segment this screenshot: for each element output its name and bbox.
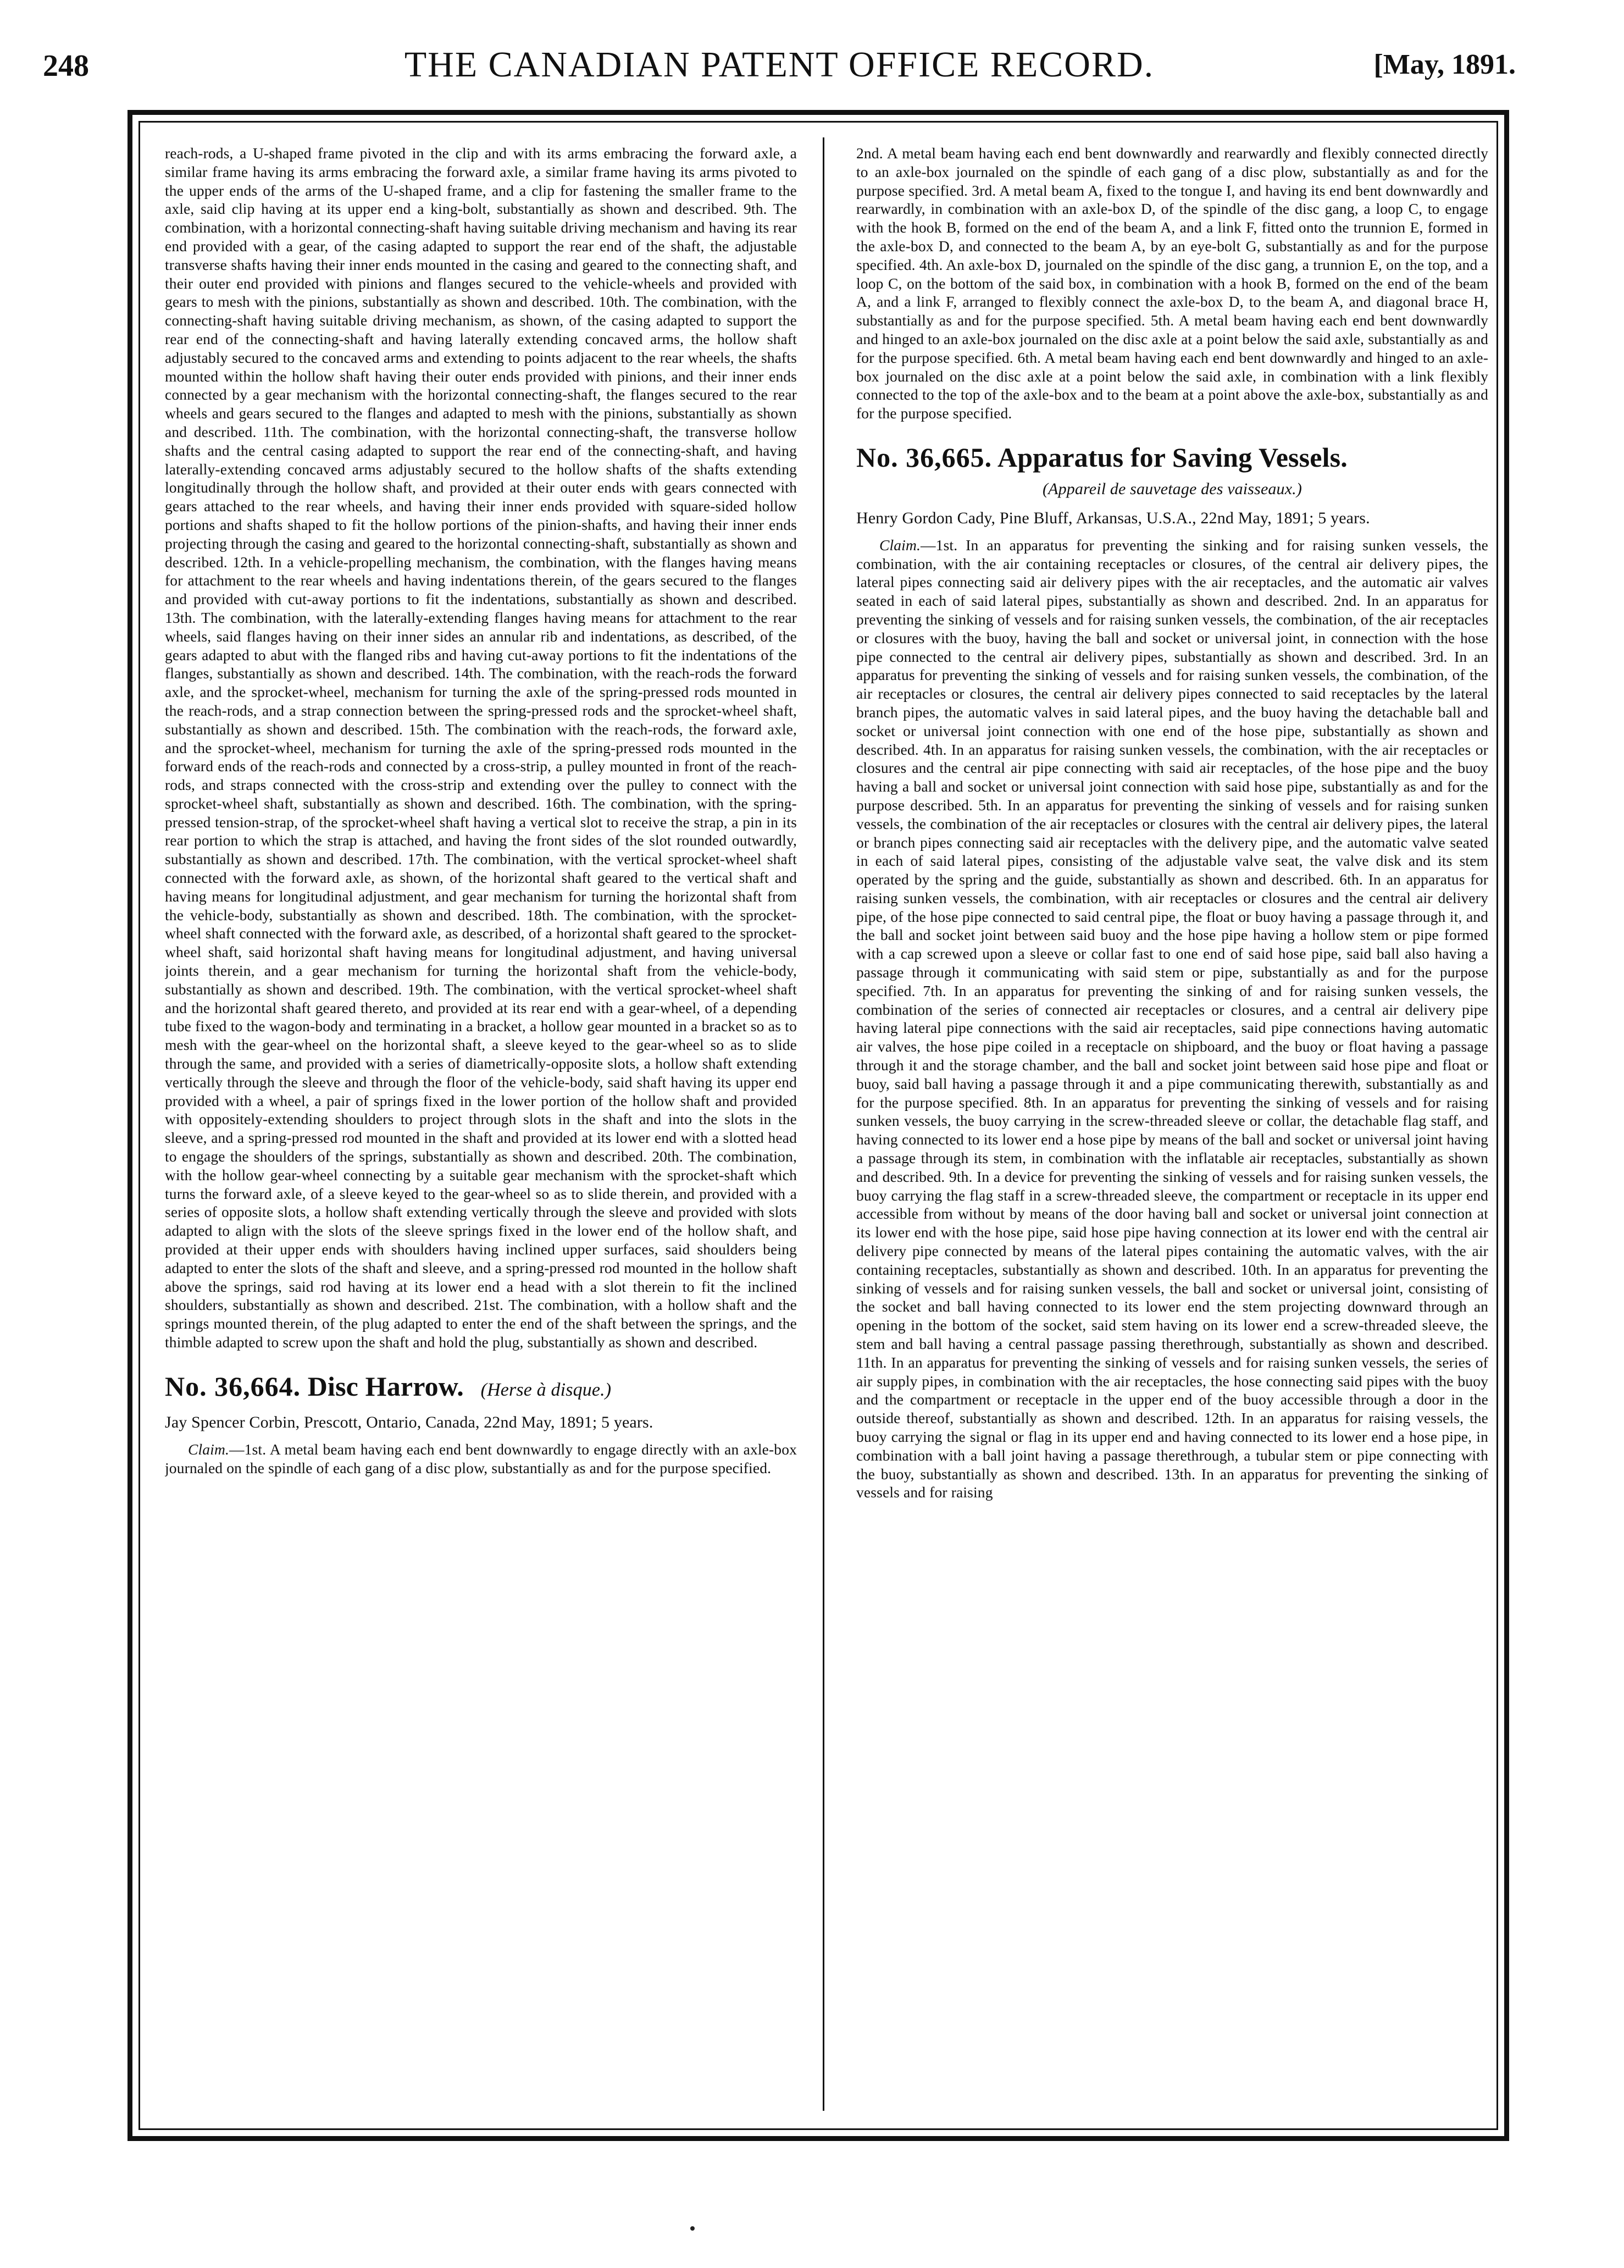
patent-claim [165,1440,797,1478]
patent-heading-36665 [856,441,1488,473]
patent-claim [856,536,1488,1502]
right-continuation-text: 2nd. A metal beam having each end bent downwardly and rearwardly and flexibly connected directly to an axle-box journaled on the spindle of each gang of a disc plow, substantially as and for the purpose specified. 3rd. A metal beam A, fixed to the tongue I, and having its end bent downwardly and rearwardly, in combination with an axle-box D, of the spindle of the disc gang, a loop C, to engage with the hook B, formed on the end of the beam A, and a link F, fitted onto the trunnion E, formed in the axle-box D, and connected to the beam A, by an eye-bolt G, substantially as and for the purpose specified. 4th. An axle-box D, journaled on the spindle of the disc gang, a trunnion E, on the top, and a loop C, on the bottom of the said box, in combination with a hook B, formed on the end of the beam A, and a link F, arranged to flexibly connect the axle-box D, to the beam A, and diagonal brace H, substantially as and for the purpose specified. 5th. A metal beam having each end bent downwardly and hinged to an axle-box journaled on the disc axle at a point below the said axle, substantially as and for the purpose specified. 6th. A metal beam having each end bent downwardly and hinged to an axle-box journaled on the disc axle at a point below the said axle, in combination with a link flexibly connected to the top of the axle-box and to the beam at a point above the axle-box, substantially as and for the purpose specified. [856,145,1488,422]
left-column [165,144,797,2109]
publication-title: THE CANADIAN PATENT OFFICE RECORD. [404,45,1155,85]
claim-label: Claim. [188,1440,230,1458]
patent-title-french: (Appareil de sauvetage des vaisseaux.) [1043,479,1302,498]
running-head [43,38,1516,88]
patent-grantee: Henry Gordon Cady, Pine Bluff, Arkansas, U.S.A., 22nd May, 1891; 5 years. [856,508,1370,527]
claim-text: —1st. A metal beam having each end bent downwardly to engage directly with an axle-box journaled on the spindle of each gang of a disc plow, substantially as and for the purpose specified. [165,1440,797,1476]
patent-heading-36664 [165,1370,797,1406]
claim-label: Claim. [879,536,921,554]
patent-title: Disc Harrow. [307,1370,464,1402]
patent-grantee: Jay Spencer Corbin, Prescott, Ontario, Canada, 22nd May, 1891; 5 years. [165,1413,653,1431]
claim-text: —1st. In an apparatus for preventing the sinking and for raising sunken vessels, the combination, with the air containing receptacles or closures, of the central air delivery pipes, the lateral pipes connecting said air delivery pipes with the air receptacles, and the automatic air valves seated in each of said lateral pipes, substantially as shown and described. 2nd. In an apparatus for preventing the sinking of vessels and for raising sunken vessels, the combination, of the air receptacles or closures with the buoy, having the ball and socket or universal joint, in connection with the hose pipe connected to the central air delivery pipes, substantially as shown and described. 3rd. In an apparatus for preventing the sinking of vessels and for raising sunken vessels, the combination, of the air receptacles or closures, the central air delivery pipes connected to said receptacles by the lateral branch pipes, the automatic valves in said lateral pipes, and the buoy having the detachable ball and socket or universal joint connection with one end of the hose pipe, substantially as shown and described. 4th. In an apparatus for raising sunken vessels, the combination, with the air receptacles or closures and the central air pipe connecting with said air receptacles, of the hose pipe and the buoy having a ball and socket or universal joint connection with said hose pipe, substantially as and for the purpose described. 5th. In an apparatus for preventing the sinking of vessels and for raising sunken vessels, the combination of the air receptacles or closures with the central air delivery pipes, the lateral or branch pipes connecting said air receptacles with the delivery pipe, and the automatic valve seated in each of said lateral pipes, consisting of the adjustable valve seat, the valve disk and its stem operated by the spring and the guide, substantially as shown and described. 6th. In an apparatus for raising sunken vessels, the combination, with air receptacles or closures and the central air delivery pipe, of the hose pipe connected to said central pipe, the float or buoy having a passage through it, and the ball and socket joint between said buoy and the hose pipe having a hollow stem or pipe formed with a cap screwed upon a sleeve or collar fast to one end of said hose pipe, said ball also having a passage through it communicating with said stem or pipe, substantially as and for the purpose specified. 7th. In an apparatus for preventing the sinking of and for raising sunken vessels, the combination of the series of connected air receptacles or closures, and a central air delivery pipe having lateral pipe connections with the said air receptacles, said pipe connections having automatic air valves, the hose pipe coiled in a receptacle on shipboard, and the buoy or float having a passage through it and the storage chamber, and the ball and socket joint between said hose pipe and float or buoy, said ball having a passage through it and a pipe communicating therewith, substantially as and for the purpose specified. 8th. In an apparatus for preventing the sinking of vessels and for raising sunken vessels, the buoy carrying in the screw-threaded sleeve or collar, the detachable flag staff, and having connected to its lower end a hose pipe by means of the ball and socket or universal joint having a passage through its stem, in combination with the inflatable air receptacles, substantially as shown and described. 9th. In a device for preventing the sinking of vessels and for raising sunken vessels, the buoy carrying the flag staff in a screw-threaded sleeve, the compartment or receptacle in its upper end accessible from without by means of the door having ball and socket or universal joint connection at its lower end with the hose pipe, said hose pipe having connection at its lower end with the central air delivery pipe connected by means of the lateral pipes containing the automatic valves, with the air containing receptacles, substantially as shown and described. 10th. In an apparatus for preventing the sinking of vessels and for raising sunken vessels, the ball and socket or universal joint, consisting of the socket and ball having connected to its lower end the stem projecting downward through an opening in the bottom of the socket, said stem having on its lower end a screw-threaded sleeve, the stem and ball having a central passage passing therethrough, substantially as shown and described. 11th. In an apparatus for preventing the sinking of vessels and for raising sunken vessels, the series of air supply pipes, in combination with the air receptacles, the hose connecting said pipes with the buoy and the compartment or receptacle in the upper end of the buoy accessible through a door in the outside thereof, substantially as shown and described. 12th. In an apparatus for raising vessels, the buoy carrying the signal or flag in its upper end and having connected to its lower end a hose pipe, in combination with a ball joint having a passage therethrough, a tubular stem or pipe connecting with the buoy, substantially as shown and described. 13th. In an apparatus for preventing the sinking of vessels and for raising [856,536,1488,1501]
page-number: 248 [43,49,89,83]
patent-title-french: (Herse à disque.) [480,1379,612,1400]
print-speck [690,2226,695,2231]
issue-date: [May, 1891. [1373,49,1516,80]
column-divider [823,137,824,2111]
patent-number: No. 36,665. [856,441,993,473]
left-continuation-text: reach-rods, a U-shaped frame pivoted in the clip and with its arms embracing the forward axle, a similar frame having its arms embracing the forward axle, a similar frame having its arms pivoted to the upper ends of the arms of the U-shaped frame, and a clip for fastening the smaller frame to the axle, said clip having at its upper end a king-bolt, substantially as shown and described. 9th. The combination, with a horizontal connecting-shaft having suitable driving mechanism and having its rear end provided with a gear, of the casing adapted to support the rear end of the shaft, the adjustable transverse shafts having their inner ends mounted in the casing and geared to the connecting shaft, and their outer end provided with pinions and flanges secured to the vehicle-wheels and provided with gears to mesh with the pinions, substantially as shown and described. 10th. The combination, with the connecting-shaft having suitable driving mechanism, as shown, of the casing adapted to support the rear end of the connecting-shaft and having laterally extending concaved arms, the hollow shaft adjustably secured to the concaved arms and extending to points adjacent to the rear wheels, the shafts mounted within the hollow shaft having their outer ends provided with pinions, and their inner ends connected by a gear mechanism with the horizontal connecting-shaft, the flanges secured to the rear wheels and gears secured to the flanges and adapted to mesh with the pinions, substantially as shown and described. 11th. The combination, with the horizontal connecting-shaft, the transverse hollow shafts and the central casing adapted to support the rear end of the connecting-shaft, and having laterally-extending concaved arms adjustably secured to the hollow shafts of the shafts extending longitudinally through the hollow shaft, and provided at their outer ends with gears connected with gears attached to the rear wheels, and having their inner ends provided with square-sided hollow portions and shafts shaped to fit the hollow portions of the pinion-shafts, and having their inner ends projecting through the casing and geared to the horizontal connecting-shaft, substantially as shown and described. 12th. In a vehicle-propelling mechanism, the combination, with the flanges having means for attachment to the rear wheels and having indentations therein, of the gears secured to the flanges and provided with cut-away portions to fit the indentations, substantially as shown and described. 13th. The combination, with the laterally-extending flanges having means for attachment to the rear wheels, said flanges having on their inner sides an annular rib and indentations, as described, of the gears adapted to abut with the flanged ribs and having cut-away portions to fit the indentations of the flanges, substantially as shown and described. 14th. The combination, with the reach-rods the forward axle, and the sprocket-wheel, mechanism for turning the axle of the spring-pressed rods mounted in the reach-rods, and a strap connection between the spring-pressed rods and the sprocket-wheel shaft, substantially as shown and described. 15th. The combination with the reach-rods, the forward axle, and the sprocket-wheel, mechanism for turning the axle of the spring-pressed rods mounted in the forward ends of the reach-rods and connected by a cross-strip, a pulley mounted in front of the reach-rods, and straps connected with the cross-strip and extending over the pulley to connect with the sprocket-wheel shaft, substantially as shown and described. 16th. The combination, with the spring-pressed tension-strap, of the sprocket-wheel shaft having a vertical slot to receive the strap, a pin in its rear portion to which the strap is attached, and having the front sides of the slot rounded outwardly, substantially as shown and described. 17th. The combination, with the vertical sprocket-wheel shaft connected with the forward axle, as shown, of the horizontal shaft geared to the vertical shaft and having means for longitudinal adjustment, and gear mechanism for turning the horizontal shaft from the vehicle-body, substantially as shown and described. 18th. The combination, with the sprocket-wheel shaft connected with the forward axle, as described, of a horizontal shaft geared to the sprocket-wheel shaft, said horizontal shaft having means for longitudinal adjustment, and having universal joints therein, and a gear mechanism for turning the horizontal shaft from the vehicle-body, substantially as shown and described. 19th. The combination, with the vertical sprocket-wheel shaft and the horizontal shaft geared thereto, and provided at its rear end with a gear-wheel, of a depending tube fixed to the wagon-body and terminating in a bracket, a hollow gear mounted in a bracket so as to mesh with the gear-wheel on the horizontal shaft, a sleeve keyed to the gear-wheel so as to slide through the same, and provided with a series of diametrically-opposite slots, a hollow shaft extending vertically through the sleeve and through the floor of the vehicle-body, said shaft having its upper end provided with a wheel, a pair of springs fixed in the lower portion of the hollow shaft and provided with oppositely-extending shoulders to project through slots in the shaft and into the slots in the sleeve, and a spring-pressed rod mounted in the shaft and provided at its lower end with a slotted head to engage the shoulders of the springs, substantially as shown and described. 20th. The combination, with the hollow gear-wheel connecting by a suitable gear mechanism with the sprocket-shaft which turns the forward axle, of a sleeve keyed to the gear-wheel so as to slide therein, and provided with a series of opposite slots, a hollow shaft extending vertically through the sleeve and provided with slots adapted to align with the slots of the sleeve springs fixed in the lower end of the hollow shaft, and provided at their upper ends with shoulders having inclined upper surfaces, said shoulders being adapted to enter the slots of the shaft and sleeve, and a spring-pressed rod mounted in the hollow shaft above the springs, said rod having at its lower end a head with a slot therein to fit the inclined shoulders, substantially as shown and described. 21st. The combination, with a hollow shaft and the springs mounted therein, of the plug adapted to enter the end of the shaft between the springs, and the thimble adapted to screw upon the shaft and hold the plug, substantially as shown and described. [165,145,797,1351]
patent-number: No. 36,664. [165,1370,301,1402]
right-column [856,144,1488,2109]
patent-title: Apparatus for Saving Vessels. [997,441,1348,473]
